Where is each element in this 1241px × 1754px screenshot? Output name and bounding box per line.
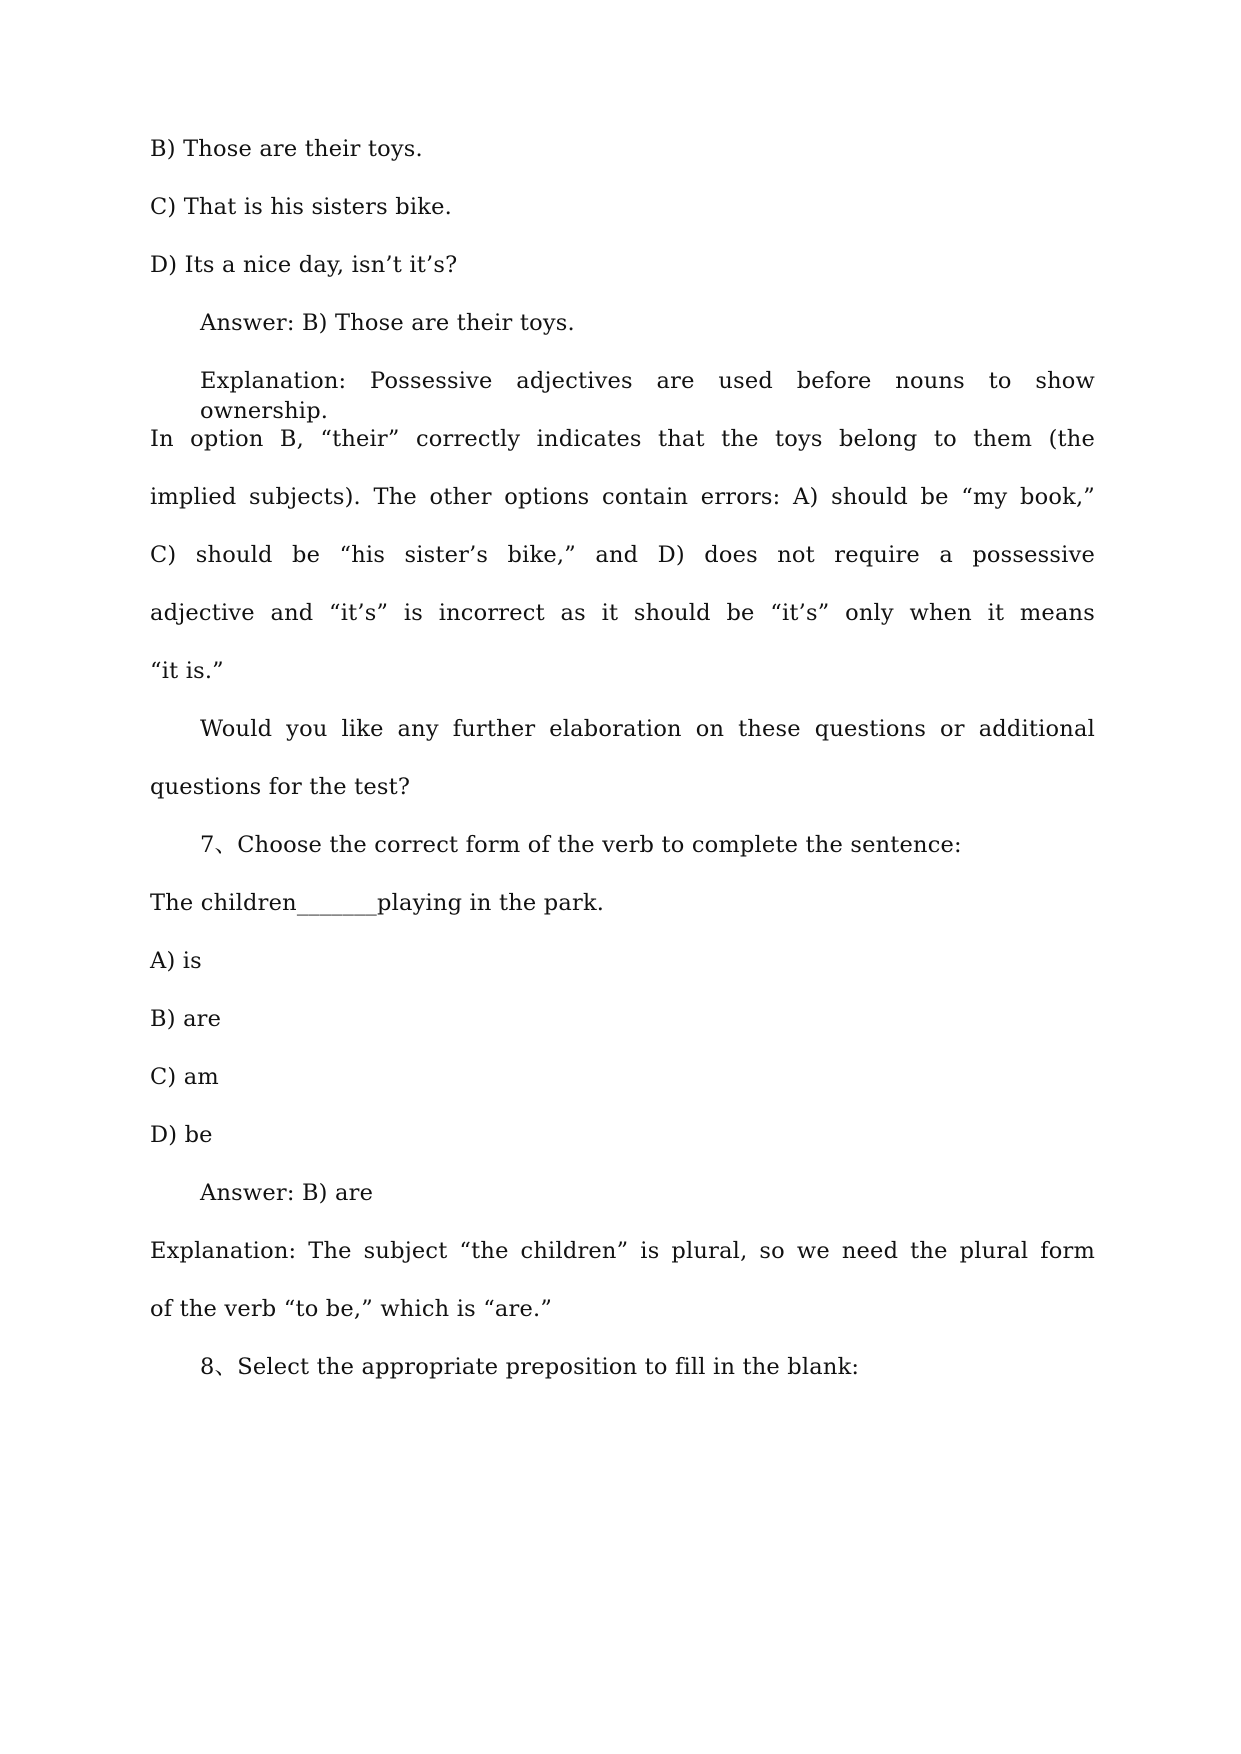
explanation-line: implied subjects). The other options contain errors: A) should be “my book,” bbox=[150, 484, 1095, 510]
explanation-line: Explanation: Possessive adjectives are used before nouns to show ownership. bbox=[200, 368, 1095, 424]
question-7-explanation: of the verb “to be,” which is “are.” bbox=[150, 1296, 553, 1322]
explanation-line: “it is.” bbox=[150, 658, 224, 684]
question-7-sentence: The children_______playing in the park. bbox=[150, 890, 605, 916]
explanation-line: C) should be “his sister’s bike,” and D) does not require a possessive bbox=[150, 542, 1095, 568]
followup-question-line: questions for the test? bbox=[150, 774, 411, 800]
explanation-line: In option B, “their” correctly indicates that the toys belong to them (the bbox=[150, 426, 1095, 452]
question-7-prompt: 7、Choose the correct form of the verb to complete the sentence: bbox=[200, 832, 962, 858]
question-7-option-b: B) are bbox=[150, 1006, 222, 1032]
question-7-answer: Answer: B) are bbox=[200, 1180, 374, 1206]
question-7-explanation: Explanation: The subject “the children” is plural, so we need the plural form bbox=[150, 1238, 1095, 1264]
question-7-option-d: D) be bbox=[150, 1122, 213, 1148]
question-7-option-a: A) is bbox=[150, 948, 202, 974]
followup-question-line: Would you like any further elaboration on these questions or additional bbox=[200, 716, 1095, 742]
question-7-option-c: C) am bbox=[150, 1064, 219, 1090]
explanation-line: adjective and “it’s” is incorrect as it should be “it’s” only when it means bbox=[150, 600, 1095, 626]
option-c-line: C) That is his sisters bike. bbox=[150, 194, 452, 220]
option-d-line: D) Its a nice day, isn’t it’s? bbox=[150, 252, 458, 278]
option-b-line: B) Those are their toys. bbox=[150, 136, 423, 162]
answer-line: Answer: B) Those are their toys. bbox=[200, 310, 575, 336]
question-8-prompt: 8、Select the appropriate preposition to fill in the blank: bbox=[200, 1354, 860, 1380]
